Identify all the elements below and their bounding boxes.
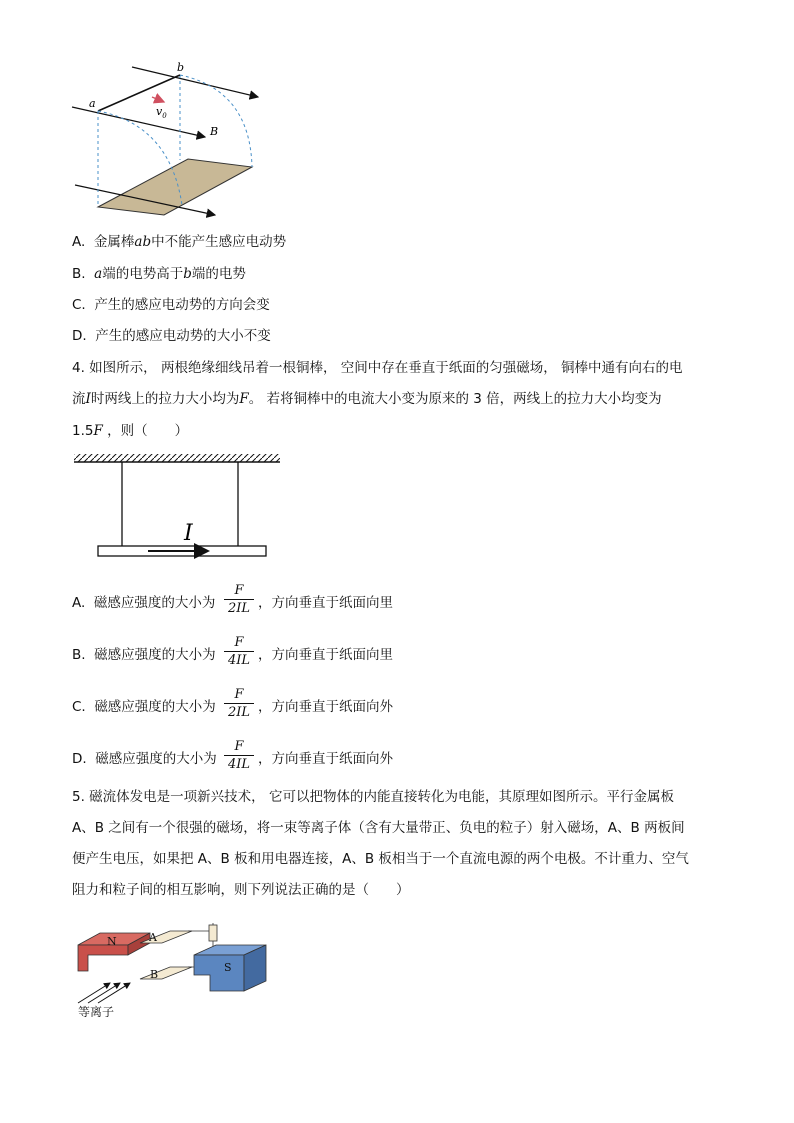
q4-option-d-fraction: F 4IL (221, 739, 257, 772)
q4-option-c-suffix: ，方向垂直于纸面向外 (258, 699, 393, 715)
q4-option-a-suffix: ，方向垂直于纸面向里 (258, 595, 393, 611)
magnet-n-label: N (107, 935, 117, 948)
ceiling-hatch (74, 454, 280, 462)
velocity-arrow (152, 97, 164, 102)
rod-field-diagram (60, 55, 280, 225)
hanging-rod-diagram (70, 452, 285, 562)
q5-stem-line2: A、B 之间有一个很强的磁场，将一束等离子体（含有大量带正、负电的粒子）射入磁场，A、B 两板间 (72, 820, 685, 836)
field-line-top (132, 67, 258, 97)
magnet-s-label: S (224, 961, 232, 974)
label-b: b (177, 61, 185, 74)
magnet-s-front (194, 955, 244, 991)
q4-option-a-fraction: F 2IL (221, 583, 257, 616)
q4-stem-line3: 1.5F ，则（ ） (72, 423, 189, 439)
q4-option-c-fraction: F 2IL (221, 687, 257, 720)
label-v: $v_0$ (156, 105, 167, 120)
plate-b-label: B (150, 968, 159, 981)
plasma-arrow-2 (88, 983, 120, 1003)
plasma-arrow-3 (98, 983, 130, 1003)
label-a: a (89, 97, 96, 110)
q4-option-a: A. 磁感应强度的大小为 (72, 595, 216, 611)
rod-ab (98, 75, 180, 111)
q4-option-b: B. 磁感应强度的大小为 (72, 647, 216, 663)
load-resistor (209, 925, 217, 941)
q4-stem-line2: 流I时两线上的拉力大小均为F。 若将铜棒中的电流大小变为原来的 3 倍，两线上的拉力大小均变为 (72, 391, 662, 407)
plasma-label: 等离子 (78, 1005, 115, 1019)
plasma-arrow-1 (78, 983, 110, 1003)
q5-stem-line1: 5. 磁流体发电是一项新兴技术， 它可以把物体的内能直接转化为电能，其原理如图所示。平行金属板 (72, 789, 674, 805)
q5-stem-line3: 便产生电压，如果把 A、B 板和用电器连接，A、B 板相当于一个直流电源的两个电极。不计重力、空气 (72, 851, 689, 867)
plate-b (140, 967, 192, 979)
q3-option-c: C. 产生的感应电动势的方向会变 (72, 297, 270, 313)
field-line-mid (72, 107, 205, 137)
q4-option-b-suffix: ，方向垂直于纸面向里 (258, 647, 393, 663)
mhd-generator-diagram (70, 915, 275, 1020)
q4-option-d: D. 磁感应强度的大小为 (72, 751, 217, 767)
magnet-n-front (78, 945, 128, 971)
q4-option-d-suffix: ，方向垂直于纸面向外 (258, 751, 393, 767)
label-B: B (210, 125, 219, 138)
q4-stem-line1: 4. 如图所示， 两根绝缘细线吊着一根铜棒， 空间中存在垂直于纸面的匀强磁场， 铜棒中通有向右的电 (72, 360, 683, 376)
q3-option-d: D. 产生的感应电动势的大小不变 (72, 328, 271, 344)
q5-stem-line4: 阻力和粒子间的相互影响，则下列说法正确的是（ ） (72, 882, 410, 898)
swing-arc-b (180, 75, 252, 167)
q4-option-c: C. 磁感应强度的大小为 (72, 699, 216, 715)
plate-a-label: A (149, 931, 157, 944)
q4-option-b-fraction: F 4IL (221, 635, 257, 668)
q3-option-b: B. a端的电势高于b端的电势 (72, 266, 246, 282)
current-label: I (184, 521, 193, 546)
q3-option-a: A. 金属棒ab中不能产生感应电动势 (72, 234, 287, 250)
